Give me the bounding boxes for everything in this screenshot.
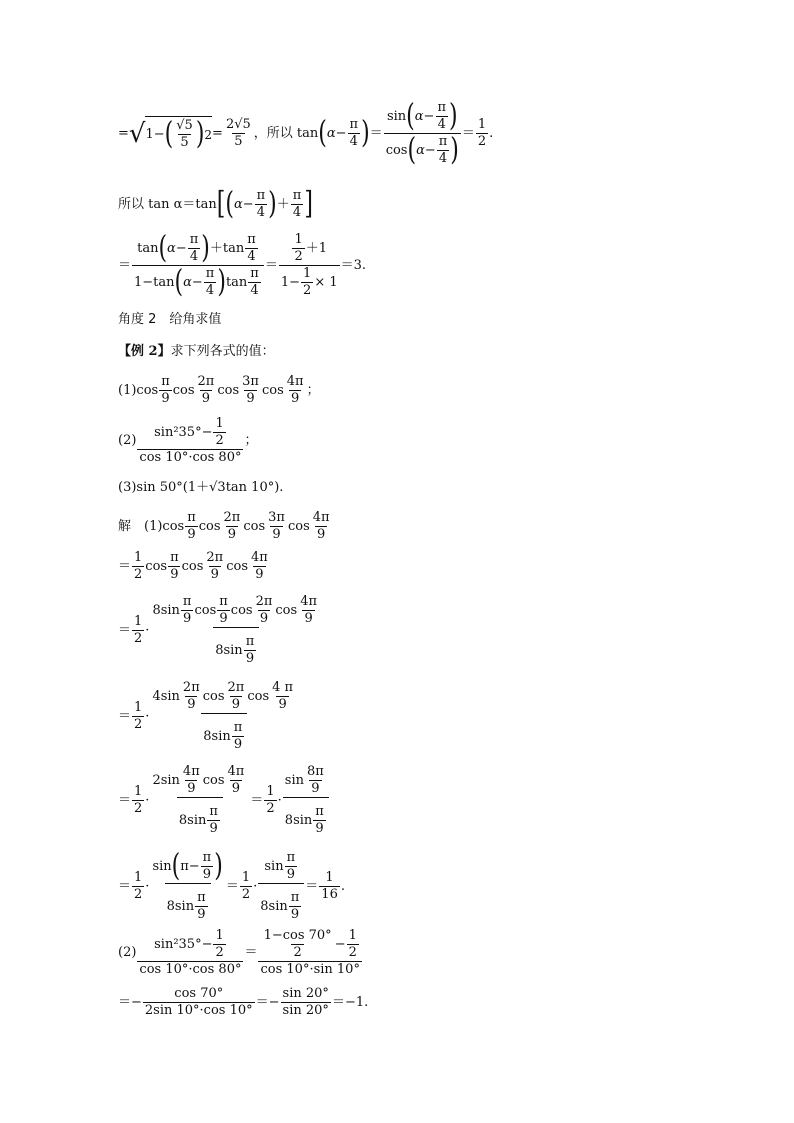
question-3: (3)sin 50°(1＋√3tan 10°). bbox=[118, 480, 284, 495]
question-1: (1)cos $\frac{\pi}{9}$ cos $\frac{2\pi}{9}$ cos $\frac{3\pi}{9}$ cos $\frac{4\pi}{9}$ ； bbox=[118, 374, 320, 406]
sqrt-expression: √ 1− ( $\frac{√5}{5}$ ) 2 bbox=[128, 116, 213, 152]
equation-line-3: ＝ tan ( α− $\frac{\pi}{4}$ ) ＋tan $\frac{\pi}{4}$ 1−tan ( α− $\frac{\pi}{4}$ ) tan $\frac{\pi}{4}$ ＝ $\frac{1}{2}$ ＋1 1− $\frac{1}{2}$ × 1 ＝3. bbox=[118, 230, 367, 300]
solution-step-3: ＝ $\frac{1}{2}$ · 8sin $\frac{\pi}{9}$ cos $\frac{\pi}{9}$ cos $\frac{2\pi}{9}$ cos $\frac{4\pi}{9}$ 8sin $\frac{\pi}{9}$ bbox=[118, 594, 318, 666]
equation-line-1: = √ 1− ( $\frac{√5}{5}$ ) 2 = $\frac{2√5}{5}$ ，所以 tan ( α− $\frac{\pi}{4}$ ) ＝ sin ( α− $\frac{\pi}{4}$ ) cos ( α− $\frac{\pi}{4}$ ) ＝ $\frac{1}{2}$ . bbox=[118, 98, 494, 168]
equation-line-2: 所以 tan α＝tan [ ( α− $\frac{\pi}{4}$ ) ＋ $\frac{\pi}{4}$ ] bbox=[118, 186, 313, 222]
section-heading: 角度 2 给角求值 bbox=[118, 312, 222, 327]
solution-step-5: ＝ $\frac{1}{2}$ · 2sin $\frac{4\pi}{9}$ cos $\frac{4\pi}{9}$ 8sin $\frac{\pi}{9}$ ＝ $\frac{1}{2}$ · sin $\frac{8\pi}{9}$ 8sin $\frac{\pi}{9}$ bbox=[118, 764, 330, 837]
solution-step-2: ＝ $\frac{1}{2}$ cos $\frac{\pi}{9}$ cos $\frac{2\pi}{9}$ cos $\frac{4\pi}{9}$ bbox=[118, 550, 268, 582]
solution-step-1: 解 (1)cos $\frac{\pi}{9}$ cos $\frac{2\pi}{9}$ cos $\frac{3\pi}{9}$ cos $\frac{4\pi}{9}$ bbox=[118, 510, 330, 542]
question-2: (2) sin²35°− $\frac{1}{2}$ cos 10°·cos 80° ； bbox=[118, 416, 258, 465]
tan-fraction: sin ( α− $\frac{\pi}{4}$ ) cos ( α− $\frac{\pi}{4}$ ) bbox=[385, 98, 459, 168]
equals-sign: = bbox=[118, 125, 129, 141]
solution-2-step-2: ＝− $\frac{\cos 70^\circ}{2\sin 10^\circ\cdot\cos 10^\circ}$ ＝− $\frac{\sin 20^\circ}{\sin 20^\circ}$ ＝−1. bbox=[118, 986, 369, 1018]
solution-step-4: ＝ $\frac{1}{2}$ · 4sin $\frac{2\pi}{9}$ cos $\frac{2\pi}{9}$ cos $\frac{4 \pi}{9}$ 8sin $\frac{\pi}{9}$ bbox=[118, 680, 294, 752]
example-label: 【例 2】求下列各式的值： bbox=[118, 344, 275, 359]
solution-2-step-1: (2) sin²35°− $\frac{1}{2}$ cos 10°·cos 80° ＝ $\frac{1-\cos 70^\circ}{2}$ − $\frac{1}{2}$ cos 10°·sin 10° bbox=[118, 928, 360, 977]
solution-step-6: ＝ $\frac{1}{2}$ · sin ( π− $\frac{\pi}{9}$ ) 8sin $\frac{\pi}{9}$ ＝ $\frac{1}{2}$ · sin $\frac{\pi}{9}$ 8sin $\frac{\pi}{9}$ ＝ $\frac{1}{16}$ . bbox=[118, 848, 345, 922]
